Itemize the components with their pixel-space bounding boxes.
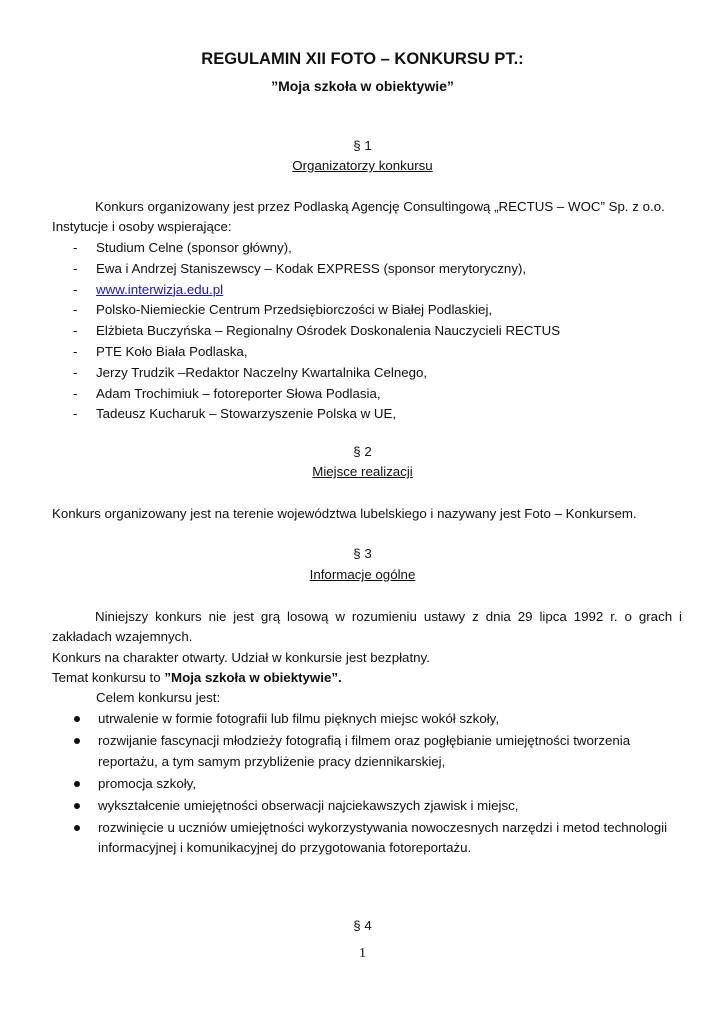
- list-item: rozwinięcie u uczniów umiejętności wykorzystywania nowoczesnych narzędzi i metod technologii informacyjnej i komunikacyjnej do przygotowania fotoreportażu.: [52, 818, 667, 859]
- section-2-number: § 2: [353, 444, 372, 459]
- goals-list: [52, 709, 667, 860]
- document-title: REGULAMIN XII FOTO – KONKURSU PT.:: [201, 50, 524, 68]
- section-3-open-text: Konkurs na charakter otwarty. Udział w konkursie jest bezpłatny.: [52, 650, 430, 665]
- section-2-title: Miejsce realizacji: [312, 464, 413, 479]
- document-subtitle: ”Moja szkoła w obiektywie”: [271, 78, 454, 94]
- section-3-number: § 3: [353, 546, 372, 561]
- page-number: 1: [359, 946, 366, 961]
- section-3-para1-line1: Niniejszy konkurs nie jest grą losową w rozumieniu ustawy z dnia 29 lipca 1992 r. o grach i: [95, 609, 682, 624]
- goals-label: Celem konkursu jest:: [96, 690, 221, 705]
- list-item: promocja szkoły,: [52, 774, 667, 795]
- bullet-icon: [74, 738, 80, 744]
- list-item: - Studium Celne (sponsor główny),: [73, 240, 292, 255]
- list-item: - Adam Trochimiuk – fotoreporter Słowa Podlasia,: [73, 385, 381, 401]
- list-item: - Ewa i Andrzej Staniszewscy – Kodak EXPRESS (sponsor merytoryczny),: [73, 260, 527, 276]
- section-3-theme: Temat konkursu to ”Moja szkoła w obiektywie”.: [52, 670, 342, 685]
- bullet-icon: [74, 781, 80, 787]
- section-4-number: § 4: [353, 918, 372, 933]
- list-item: - PTE Koło Biała Podlaska,: [73, 343, 248, 359]
- list-item: - Polsko-Niemieckie Centrum Przedsiębiorczości w Białej Podlaskiej,: [73, 302, 493, 318]
- list-item: utrwalenie w formie fotografii lub filmu pięknych miejsc wokół szkoły,: [52, 709, 667, 730]
- section-3-title: Informacje ogólne: [309, 567, 416, 582]
- supporters-label: Instytucje i osoby wspierające:: [52, 219, 232, 234]
- bullet-icon: [74, 803, 80, 809]
- list-item: - Tadeusz Kucharuk – Stowarzyszenie Polska w UE,: [73, 406, 397, 422]
- supporters-list: [52, 238, 560, 425]
- theme-title: ”Moja szkoła w obiektywie”.: [164, 670, 342, 685]
- section-1-title: Organizatorzy konkursu: [292, 158, 433, 173]
- section-1-intro: Konkurs organizowany jest przez Podlaską Agencję Consultingową „RECTUS – WOC” Sp. z o.o.: [95, 199, 665, 214]
- bullet-icon: [74, 716, 80, 722]
- list-item: wykształcenie umiejętności obserwacji najciekawszych zjawisk i miejsc,: [52, 796, 667, 817]
- section-1-number: § 1: [353, 138, 372, 153]
- section-2-text: Konkurs organizowany jest na terenie województwa lubelskiego i nazywany jest Foto – Konkursem.: [52, 506, 637, 521]
- list-item: - www.interwizja.edu.pl: [73, 281, 224, 297]
- supporter-website-link[interactable]: www.interwizja.edu.pl: [96, 281, 224, 297]
- section-3-para1-line2: zakładach wzajemnych.: [52, 629, 193, 644]
- bullet-icon: [74, 825, 80, 831]
- list-item: rozwijanie fascynacji młodzieży fotografią i filmem oraz pogłębianie umiejętności tworzenia reportażu, a tym samym przybliżenie pracy dziennikarskiej,: [52, 731, 667, 772]
- list-item: - Elżbieta Buczyńska – Regionalny Ośrodek Doskonalenia Nauczycieli RECTUS: [73, 323, 561, 339]
- list-item: - Jerzy Trudzik –Redaktor Naczelny Kwartalnika Celnego,: [73, 364, 428, 380]
